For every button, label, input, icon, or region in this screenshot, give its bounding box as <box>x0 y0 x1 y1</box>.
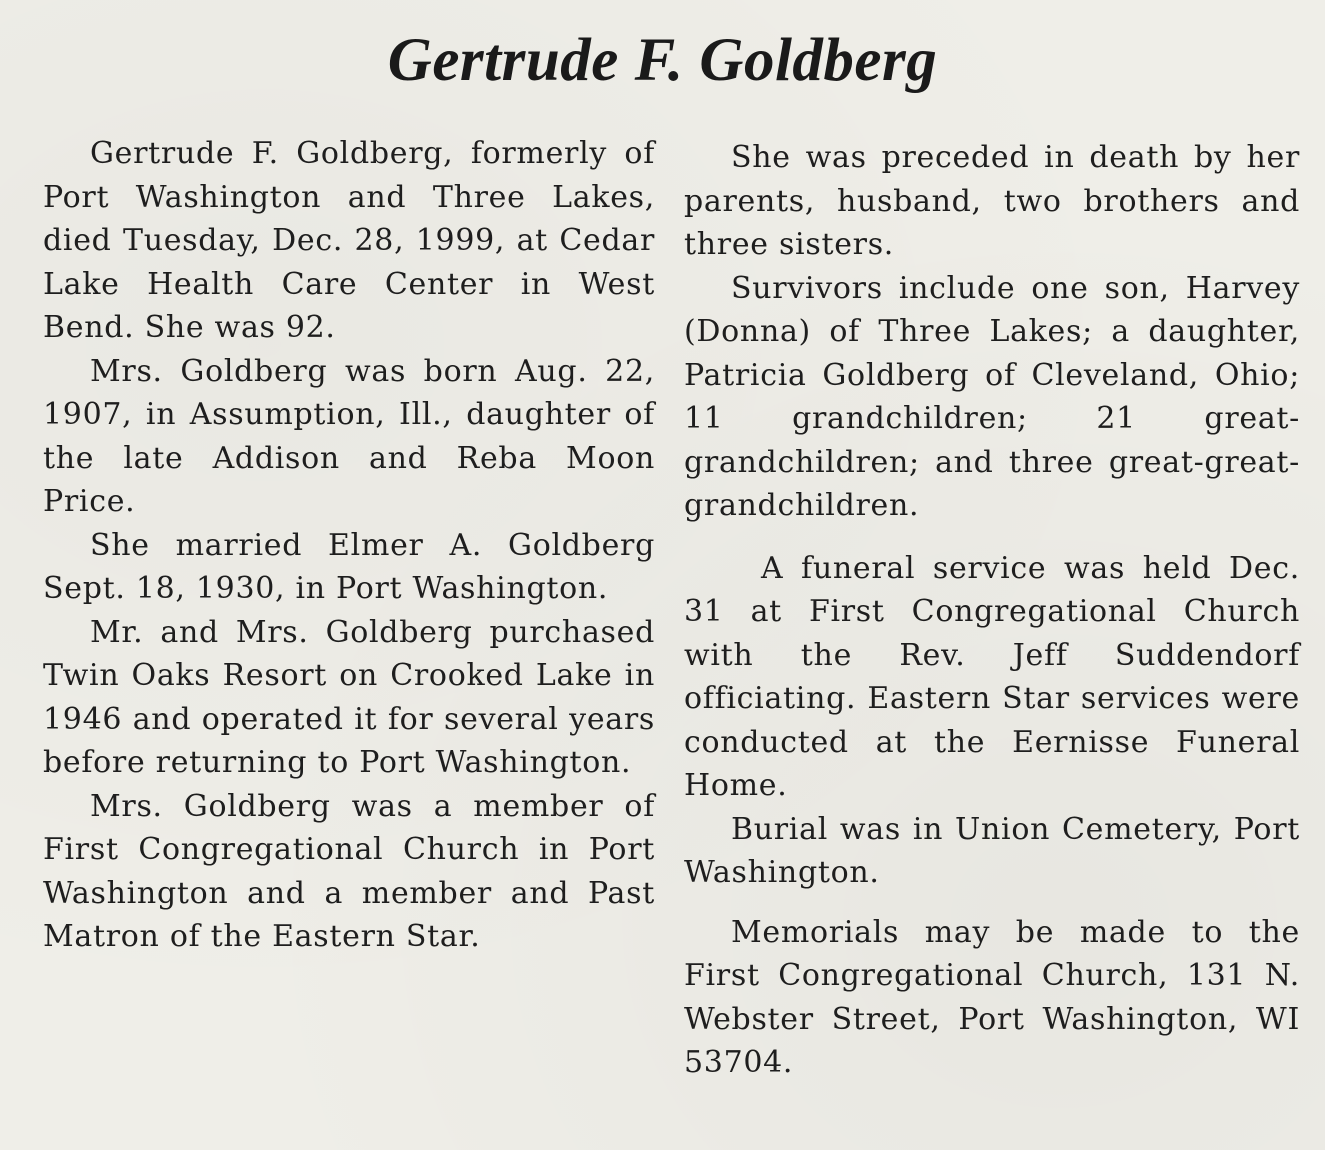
obituary-headline: Gertrude F. Goldberg <box>387 27 938 94</box>
paragraph-marriage: She married Elmer A. Goldberg Sept. 18, 1930, in Port Washington. <box>43 527 655 606</box>
paragraph-memorials: Memorials may be made to the First Congregational Church, 131 N. Webster Street, Port Washington, WI 53704. <box>684 914 1300 1080</box>
paragraph-birth: Mrs. Goldberg was born Aug. 22, 1907, in Assumption, Ill., daughter of the late Addison and Reba Moon Price. <box>43 353 655 519</box>
paragraph-funeral-service: A funeral service was held Dec. 31 at First Congregational Church with the Rev. Jeff Suddendorf officiating. Eastern Star services were conducted at the Eernisse Funeral Home. <box>684 550 1300 803</box>
left-column <box>43 132 655 959</box>
right-column <box>684 136 1300 1085</box>
paragraph-resort: Mr. and Mrs. Goldberg purchased Twin Oaks Resort on Crooked Lake in 1946 and operated it for several years before returning to Port Washington. <box>43 614 655 780</box>
paragraph-membership: Mrs. Goldberg was a member of First Congregational Church in Port Washington and a member and Past Matron of the Eastern Star. <box>43 788 655 954</box>
paragraph-death-notice: Gertrude F. Goldberg, formerly of Port Washington and Three Lakes, died Tuesday, Dec. 28, 1999, at Cedar Lake Health Care Center in West Bend. She was 92. <box>43 136 655 345</box>
paragraph-preceded: She was preceded in death by her parents, husband, two brothers and three sisters. <box>684 140 1300 262</box>
paragraph-survivors: Survivors include one son, Harvey (Donna) of Three Lakes; a daughter, Patricia Goldberg of Cleveland, Ohio; 11 grandchildren; 21 great-grandchildren; and three great-great-grandchildren. <box>684 270 1300 523</box>
paragraph-burial: Burial was in Union Cemetery, Port Washington. <box>684 811 1300 890</box>
